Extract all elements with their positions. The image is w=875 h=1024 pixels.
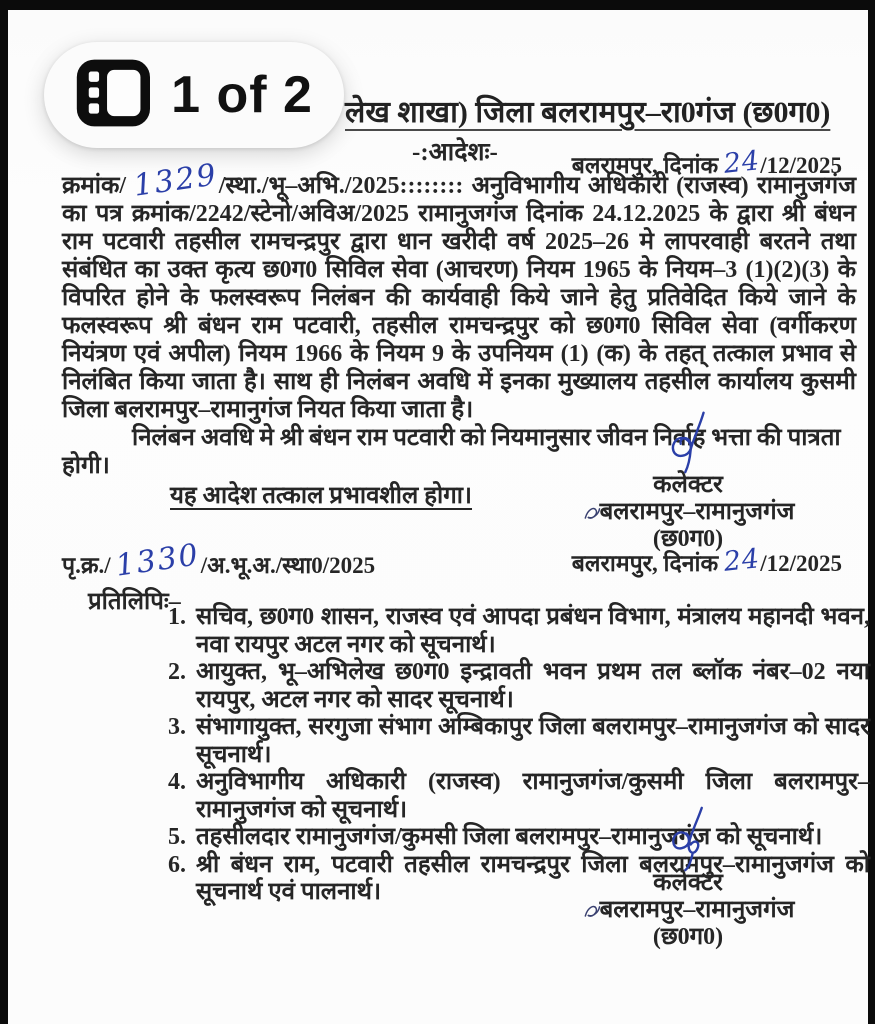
pages-gallery-icon xyxy=(75,58,155,133)
date-place-label: बलरामपुर, दिनांक xyxy=(571,551,719,576)
date-rest: /12/2025 xyxy=(760,551,842,576)
copy-item: 1. सचिव, छ0ग0 शासन, राजस्व एवं आपदा प्रबंधन विभाग, मंत्रालय महानदी भवन, नवा रायपुर अटल नगर को सूचनार्थ। xyxy=(192,604,870,659)
signature-block-bottom xyxy=(528,806,848,951)
ref-prefix: पृ.क्र./ xyxy=(62,553,117,578)
signature-ink-icon xyxy=(645,410,731,474)
order-paragraph-text: /स्था./भू–अभि./2025:::::::: अनुविभागीय अधिकारी (राजस्व) रामानुजगंज का पत्र क्रमांक/2242/स्टेनो/अविअ/2025 रामानुजगंज दिनांक 24.12.2025 के द्वारा श्री बंधन राम पटवारी तहसील रामचन्द्रपुर द्वारा धान खरीदी वर्ष 2025–26 मे लापरवाही बरतने तथा संबंधित का उक्त कृत्य छ0ग0 सिविल सेवा (आचरण) नियम 1965 के नियम–3 (1)(2)(3) के विपरित होने के फलस्वरूप निलंबन की कार्यवाही किये जाने हेतु प्रतिवेदित किये जाने के फलस्वरूप श्री बंधन राम पटवारी, तहसील रामचन्द्रपुर को छ0ग0 सिविल सेवा (वर्गीकरण नियंत्रण एवं अपील) नियम 1966 के नियम 9 के उपनियम (1) (क) के तहत् तत्काल प्रभाव से निलंबित किया जाता है। साथ ही निलंबन अवधि में इनका मुख्यालय तहसील कार्यालय कुसमी जिला बलरामपुर–रामानुगंज नियत किया जाता है। xyxy=(62,173,857,423)
copies-label: प्रतिलिपिः– xyxy=(88,589,181,615)
handwritten-serial-no: 1329 xyxy=(131,157,221,204)
signatory-district-row xyxy=(528,499,848,526)
effective-line: यह आदेश तत्काल प्रभावशील होगा। xyxy=(170,483,473,509)
date-place-label: बलरामपुर, दिनांक xyxy=(571,153,719,178)
signature-block-top xyxy=(528,410,848,553)
signatory-district: बलरामपुर–रामानुजगंज xyxy=(599,897,795,923)
serial-prefix: क्रमांक/ xyxy=(62,173,135,199)
signatory-title: कलेक्टर xyxy=(653,870,723,896)
ink-scribble-icon xyxy=(582,503,602,523)
allowance-line: निलंबन अवधि मे श्री बंधन राम पटवारी को नियमानुसार जीवन निर्वाह भत्ता की पात्रता होगी। xyxy=(62,425,841,479)
copy-item: 2. आयुक्त, भू–अभिलेख छ0ग0 इन्द्रावती भवन प्रथम तल ब्लॉक नंबर–02 नया रायपुर, अटल नगर को सादर सूचनार्थ। xyxy=(192,659,870,714)
page-indicator-label: 1 of 2 xyxy=(171,66,313,124)
letterhead-title: लेख शाखा) जिला बलरामपुर–रा0गंज (छ0ग0) xyxy=(345,96,831,129)
handwritten-day: 24 xyxy=(722,543,762,578)
signature-ink-icon xyxy=(645,806,731,872)
signatory-state: (छ0ग0) xyxy=(652,526,724,552)
handwritten-ref-no: 1330 xyxy=(113,537,203,584)
copy-item: 3. संभागायुक्त, सरगुजा संभाग अम्बिकापुर जिला बलरामपुर–रामानुजगंज को सादर सूचनार्थ। xyxy=(192,714,870,769)
signatory-district: बलरामपुर–रामानुजगंज xyxy=(599,499,795,525)
reference-number-line xyxy=(62,537,376,584)
order-heading: -:आदेशः- xyxy=(412,139,498,166)
signatory-district-row xyxy=(528,897,848,924)
copy-item: 4. अनुविभागीय अधिकारी (राजस्व) रामानुजगंज/कुसमी जिला बलरामपुर–रामानुजगंज को सूचनार्थ। xyxy=(192,769,870,824)
signatory-title: कलेक्टर xyxy=(653,472,723,498)
date-line-mid xyxy=(571,543,842,578)
copy-item: 5. तहसीलदार रामानुजगंज/कुमसी जिला बलरामपुर–रामानुजगंज को सूचनार्थ। xyxy=(192,824,870,852)
handwritten-day: 24 xyxy=(722,145,762,180)
signatory-state: (छ0ग0) xyxy=(652,924,724,950)
copy-item: 6. श्री बंधन राम, पटवारी तहसील रामचन्द्रपुर जिला बलरामपुर–रामानुजगंज को सूचनार्थ एवं पालनार्थ। xyxy=(192,852,870,907)
page-indicator-pill xyxy=(44,42,344,148)
ref-rest: /अ.भू.अ./स्था0/2025 xyxy=(200,553,376,578)
ink-scribble-icon xyxy=(582,901,602,921)
date-rest: /12/2025 xyxy=(760,153,842,178)
